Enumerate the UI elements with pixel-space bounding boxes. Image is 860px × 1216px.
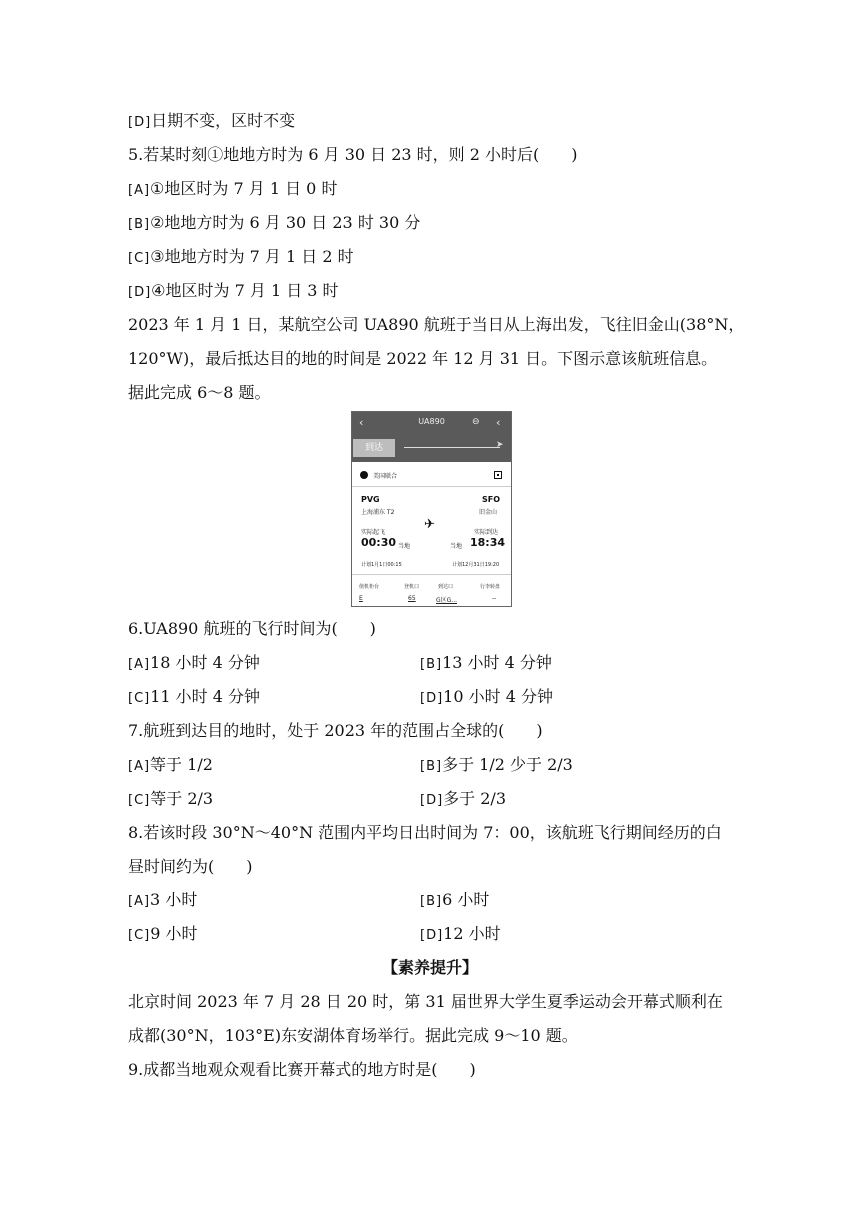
arrow-right-icon: ➤ [496, 440, 504, 450]
question-7-option-c [128, 788, 213, 812]
question-8-option-d [420, 923, 501, 947]
question-9-stem: 9.成都当地观众观看比赛开幕式的地方时是( ) [128, 1060, 476, 1079]
option-text: 等于 2/3 [150, 789, 214, 808]
option-text: 9 小时 [150, 924, 198, 943]
option-text: 11 小时 4 分钟 [150, 687, 261, 706]
question-6-option-d [420, 686, 553, 710]
boarding-gate-label: 登机口 [404, 584, 420, 590]
option-label: [B] [420, 759, 443, 774]
arrival-time: 18:34 [470, 536, 506, 549]
option-text: 12 小时 [443, 924, 501, 943]
option-label: [D] [420, 691, 444, 706]
option-label: [C] [128, 691, 151, 706]
passage-intro-line-4: 北京时间 2023 年 7 月 28 日 20 时，第 31 届世界大学生夏季运动会开幕式顺利在 [128, 992, 723, 1011]
question-7-stem: 7.航班到达目的地时，处于 2023 年的范围占全球的( ) [128, 721, 543, 740]
flight-body [352, 462, 511, 606]
question-8-stem-line-1: 8.若该时段 30°N～40°N 范围内平均日出时间为 7：00，该航班飞行期间经历的白 [128, 823, 722, 842]
option-text: 10 小时 4 分钟 [443, 687, 553, 706]
flight-number-title: UA890 [418, 417, 445, 426]
option-text: ①地区时为 7 月 1 日 0 时 [150, 179, 338, 198]
arrival-gate-label: 到达口 [438, 584, 454, 590]
question-8-option-c [128, 923, 198, 947]
passage-intro-line-5: 成都(30°N，103°E)东安湖体育场举行。据此完成 9～10 题。 [128, 1026, 578, 1045]
boarding-gate-value: 65 [408, 595, 416, 602]
question-5-option-d [128, 280, 339, 304]
divider [352, 486, 511, 487]
plane-icon: ✈ [424, 517, 435, 532]
question-6-stem: 6.UA890 航班的飞行时间为( ) [128, 619, 376, 638]
option-text: 多于 2/3 [443, 789, 506, 808]
option-text: 6 小时 [442, 890, 490, 909]
passage-intro-line-1: 2023 年 1 月 1 日，某航空公司 UA890 航班于当日从上海出发，飞往旧金山(38°N， [128, 315, 745, 334]
question-5-option-a [128, 178, 337, 202]
option-label: [A] [128, 657, 151, 672]
option-label: [A] [128, 183, 151, 198]
option-text: 等于 1/2 [150, 755, 213, 774]
question-4-option-d [128, 110, 295, 134]
divider [352, 574, 511, 575]
option-text: 多于 1/2 少于 2/3 [442, 755, 573, 774]
arrival-tab: 到达 [353, 439, 395, 457]
arrival-label: 实际到达 [474, 529, 499, 536]
flight-info-screenshot [351, 411, 512, 607]
option-label: [C] [128, 251, 151, 266]
option-label: [B] [128, 217, 151, 232]
question-7-option-a [128, 754, 213, 778]
baggage-carousel-value: -- [492, 595, 497, 602]
flight-header [352, 412, 511, 462]
baggage-carousel-label: 行李转盘 [480, 584, 501, 590]
question-6-option-b [420, 652, 552, 676]
arrival-local-label: 当地 [450, 543, 463, 550]
question-6-option-c [128, 686, 260, 710]
airline-name: 美国联合 [373, 473, 398, 480]
question-6-option-a [128, 652, 260, 676]
passage-intro-line-3: 据此完成 6～8 题。 [128, 383, 271, 402]
option-label: [D] [420, 793, 444, 808]
option-text: 13 小时 4 分钟 [442, 653, 552, 672]
planned-arrival: 计划12月31日19:20 [452, 562, 500, 568]
option-text: 18 小时 4 分钟 [150, 653, 260, 672]
passage-intro-line-2: 120°W)，最后抵达目的地的时间是 2022 年 12 月 31 日。下图示意该航班信息。 [128, 349, 718, 368]
option-label: [C] [128, 793, 151, 808]
progress-arrow-line [404, 447, 500, 448]
option-label: [D] [420, 928, 444, 943]
option-label: [B] [420, 894, 443, 909]
question-7-option-b [420, 754, 573, 778]
option-label: [D] [128, 115, 152, 130]
arrival-gate-value: G区G... [436, 597, 458, 604]
option-text: 日期不变，区时不变 [151, 111, 296, 130]
option-text: 3 小时 [150, 890, 198, 909]
question-8-option-a [128, 889, 197, 913]
checkin-counter-label: 值机柜台 [359, 584, 380, 590]
question-5-stem: 5.若某时刻①地地方时为 6 月 30 日 23 时，则 2 小时后( ) [128, 145, 578, 164]
question-5-option-b [128, 212, 420, 236]
checkin-counter-value: E [359, 595, 363, 602]
option-label: [A] [128, 894, 151, 909]
option-label: [A] [128, 759, 151, 774]
airline-logo-icon [360, 471, 368, 479]
planned-departure: 计划1月1日00:15 [361, 562, 402, 568]
departure-label: 实际起飞 [361, 529, 386, 536]
question-5-option-c [128, 246, 354, 270]
minus-circle-icon: ⊖ [472, 417, 480, 427]
question-8-option-b [420, 889, 489, 913]
question-8-stem-line-2: 昼时间约为( ) [128, 857, 253, 876]
section-heading: 【素养提升】 [381, 958, 478, 977]
destination-code: SFO [482, 495, 501, 504]
departure-local-label: 当地 [398, 543, 411, 550]
question-7-option-d [420, 788, 506, 812]
option-text: ③地地方时为 7 月 1 日 2 时 [150, 247, 354, 266]
option-label: [C] [128, 928, 151, 943]
departure-time: 00:30 [361, 536, 397, 549]
option-label: [D] [128, 285, 152, 300]
option-text: ④地区时为 7 月 1 日 3 时 [151, 281, 339, 300]
origin-code: PVG [361, 495, 380, 504]
option-label: [B] [420, 657, 443, 672]
origin-name: 上海浦东 T2 [361, 509, 395, 516]
qr-code-icon [494, 471, 502, 479]
chevron-left-icon: ‹ [496, 416, 501, 429]
back-icon: ‹ [359, 416, 364, 429]
option-text: ②地地方时为 6 月 30 日 23 时 30 分 [150, 213, 421, 232]
destination-name: 旧金山 [479, 509, 498, 516]
